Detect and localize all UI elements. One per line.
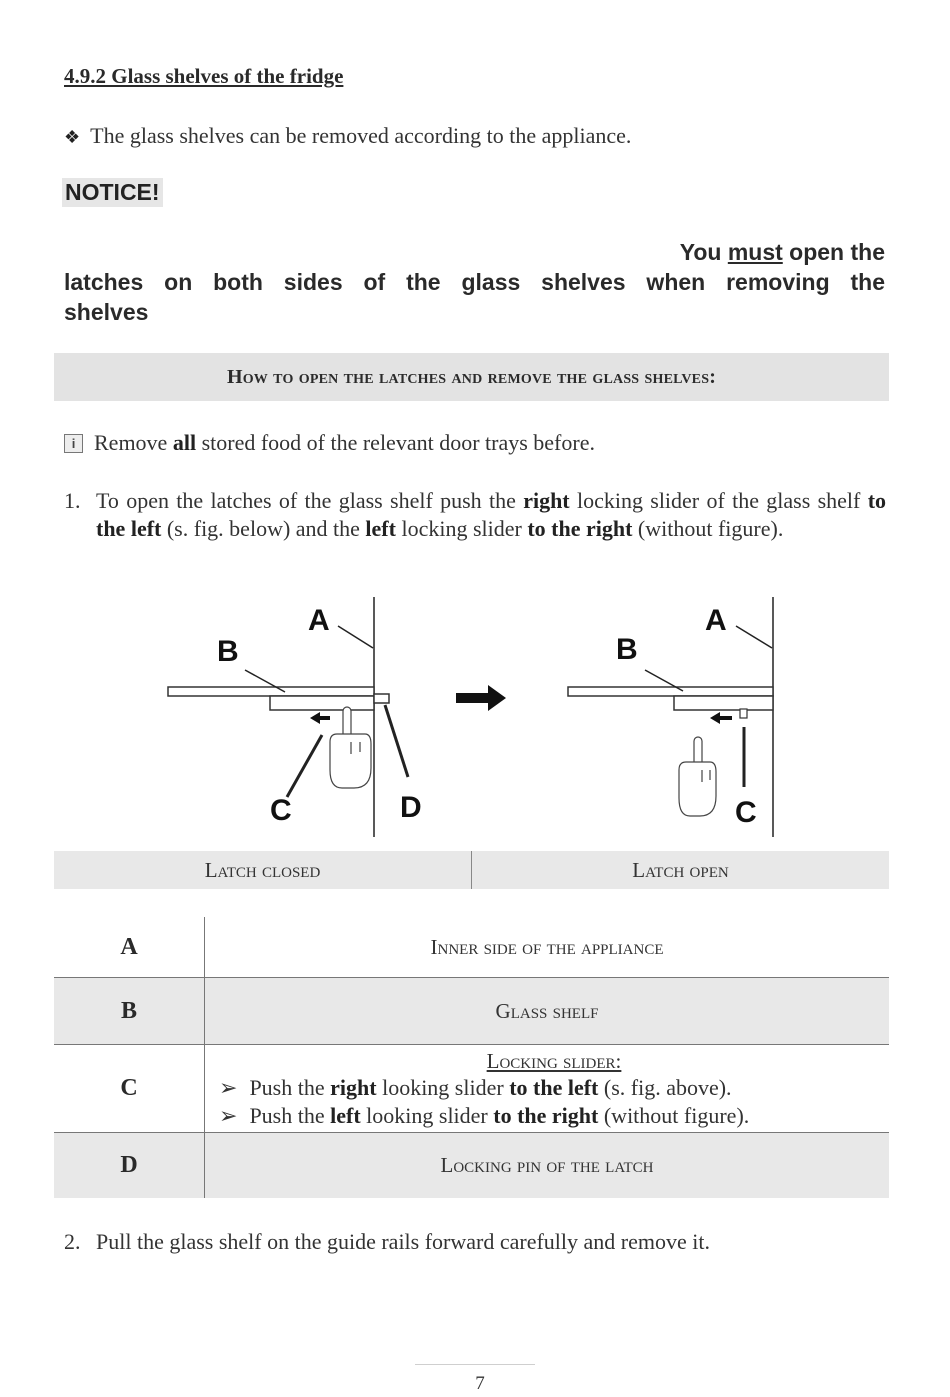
- legend-description: Glass shelf: [205, 978, 890, 1045]
- notice-line-3: shelves: [64, 299, 149, 325]
- info-text-bold: all: [172, 430, 197, 455]
- legend-description: Locking pin of the latch: [205, 1133, 890, 1199]
- legend-c-bold: to the left: [509, 1074, 599, 1100]
- slide-left-arrow-icon: [310, 712, 330, 724]
- legend-c-bold: to the right: [493, 1102, 599, 1128]
- bullet-line: [64, 123, 631, 149]
- label-a: A: [308, 604, 330, 637]
- section-title: 4.9.2 Glass shelves of the fridge: [64, 64, 344, 88]
- glass-shelf-shape: [568, 687, 773, 696]
- legend-c-item: [219, 1074, 889, 1102]
- caption-latch-open: Latch open: [632, 857, 729, 882]
- step-1-bold: right: [523, 488, 570, 513]
- label-c: C: [270, 794, 292, 827]
- arrow-bullet-icon: ➢: [219, 1074, 238, 1100]
- pointing-hand-icon: [679, 737, 716, 816]
- slide-left-arrow-icon: [710, 712, 732, 724]
- legend-row-d: [54, 1133, 889, 1199]
- caption-latch-closed: Latch closed: [54, 851, 472, 889]
- legend-c-text: looking slider: [360, 1102, 494, 1128]
- info-text-post: stored food of the relevant door trays before.: [196, 430, 595, 455]
- locking-pin-shape: [374, 694, 389, 703]
- step-1-text: (s. fig. below) and the: [161, 516, 366, 541]
- legend-c-bold: right: [330, 1074, 377, 1100]
- legend-c-text: looking slider: [376, 1074, 510, 1100]
- label-d: D: [400, 791, 422, 824]
- notice-emphasis: must: [727, 239, 783, 265]
- legend-letter: A: [54, 917, 205, 978]
- step-1-bold: to the left: [96, 488, 887, 541]
- step-1-number: 1.: [64, 488, 81, 513]
- step-1-bold: to the right: [527, 516, 633, 541]
- label-a: A: [705, 604, 727, 637]
- notice-line-1: [64, 237, 885, 267]
- step-1: [64, 487, 886, 543]
- step-1-bold: left: [365, 516, 396, 541]
- latch-closed-illustration: [168, 597, 422, 837]
- legend-row-a: [54, 917, 889, 978]
- info-icon: i: [64, 434, 83, 453]
- info-text-pre: Remove: [94, 430, 173, 455]
- transition-arrow-icon: [456, 685, 506, 711]
- latch-open-illustration: [568, 597, 773, 837]
- legend-c-text: Push the: [249, 1102, 331, 1128]
- legend-c-item: [219, 1102, 889, 1130]
- four-diamond-icon: ❖: [64, 127, 81, 147]
- legend-letter: D: [54, 1133, 205, 1199]
- step-1-text: To open the latches of the glass shelf push the: [96, 488, 524, 513]
- legend-description: Inner side of the appliance: [205, 917, 890, 978]
- latch-housing-shape: [674, 696, 773, 710]
- step-2-number: 2.: [64, 1229, 81, 1254]
- figure-captions: [54, 851, 889, 889]
- legend-description: [205, 1045, 890, 1133]
- legend-letter: B: [54, 978, 205, 1045]
- pointing-hand-icon: [330, 707, 371, 788]
- info-line: [64, 430, 595, 456]
- howto-heading: How to open the latches and remove the glass shelves:: [54, 353, 889, 401]
- bullet-text: The glass shelves can be removed according to the appliance.: [90, 123, 632, 148]
- legend-row-b: [54, 978, 889, 1045]
- notice-line-1-post: open the: [782, 239, 885, 265]
- legend-table: [54, 917, 889, 1198]
- legend-c-text: Push the: [249, 1074, 331, 1100]
- pointer-d: [385, 705, 408, 777]
- step-1-text: locking slider: [395, 516, 528, 541]
- footer-divider: [415, 1364, 535, 1365]
- legend-row-c: [54, 1045, 889, 1133]
- page-number: 7: [475, 1373, 485, 1394]
- step-1-text: locking slider of the glass shelf: [569, 488, 868, 513]
- step-2: [64, 1229, 710, 1255]
- legend-letter: C: [54, 1045, 205, 1133]
- step-1-text: (without figure).: [632, 516, 784, 541]
- step-1-body: [96, 487, 886, 543]
- locking-slider-title: Locking slider:: [486, 1048, 622, 1073]
- legend-c-text: (without figure).: [598, 1102, 750, 1128]
- pointer-a: [736, 626, 772, 648]
- locking-pin-shape: [740, 709, 747, 718]
- latch-housing-shape: [270, 696, 374, 710]
- label-b: B: [217, 635, 239, 668]
- label-c: C: [735, 796, 757, 829]
- notice-line-2: latches on both sides of the glass shelves when removing the: [64, 269, 885, 295]
- legend-c-bold: left: [330, 1102, 361, 1128]
- step-2-text: Pull the glass shelf on the guide rails forward carefully and remove it.: [96, 1229, 710, 1254]
- glass-shelf-shape: [168, 687, 374, 696]
- latch-figure: [160, 592, 800, 842]
- legend-c-text: (s. fig. above).: [598, 1074, 732, 1100]
- arrow-bullet-icon: ➢: [219, 1102, 238, 1128]
- pointer-a: [338, 626, 373, 648]
- label-b: B: [616, 633, 638, 666]
- pointer-c: [287, 735, 322, 797]
- notice-line-1-pre: You: [679, 239, 728, 265]
- notice-label: NOTICE!: [62, 178, 163, 207]
- notice-text: [64, 237, 885, 327]
